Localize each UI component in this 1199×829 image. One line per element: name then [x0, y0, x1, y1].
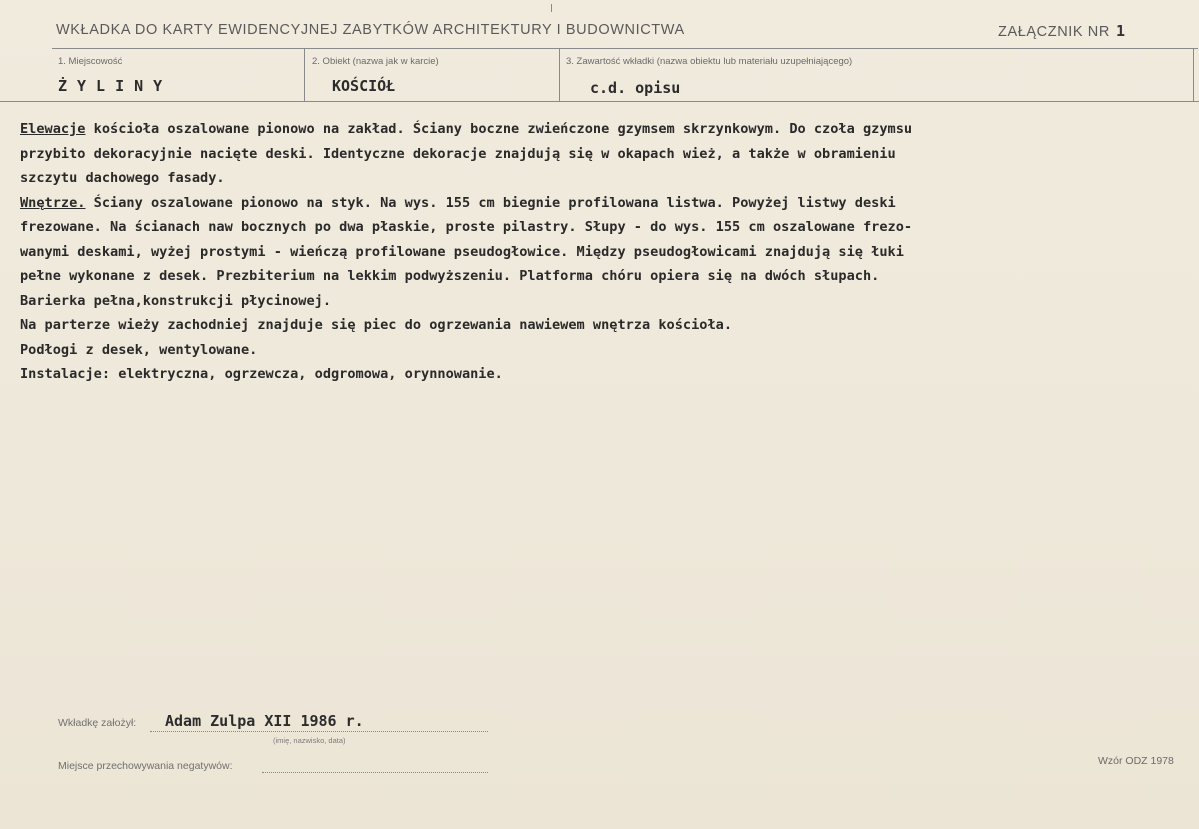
locality-value: ŻYLINY	[58, 77, 173, 95]
header-rule-top	[52, 48, 1198, 49]
punch-mark	[551, 4, 552, 12]
content-label: 3. Zawartość wkładki (nazwa obiektu lub materiału uzupełniającego)	[566, 56, 853, 67]
object-label: 2. Obiekt (nazwa jak w karcie)	[312, 56, 439, 67]
author-label: Wkładkę założył:	[58, 717, 137, 729]
negatives-dotted-line	[262, 772, 488, 773]
author-dotted-line	[150, 731, 488, 732]
object-value: KOŚCIÓŁ	[332, 77, 396, 95]
description-line: Barierka pełna,konstrukcji płycinowej.	[20, 292, 331, 309]
description-line: przybito dekoracyjnie nacięte deski. Identyczne dekoracje znajdują się w okapach wież, a także w obramieniu	[20, 145, 896, 162]
description-line: Podłogi z desek, wentylowane.	[20, 341, 258, 358]
attachment-number	[998, 22, 1126, 40]
section-heading-elevations: Elewacje	[20, 121, 86, 137]
description-line: Instalacje: elektryczna, ogrzewcza, odgromowa, orynnowanie.	[20, 366, 503, 382]
description-line: wanymi deskami, wyżej prostymi - wieńczą profilowane pseudogłowice. Między pseudogłowicami znajdują się łuki	[20, 243, 904, 260]
description-line: Na parterze wieży zachodniej znajduje się piec do ogrzewania nawiewem wnętrza kościoła.	[20, 317, 733, 333]
attachment-label: ZAŁĄCZNIK NR	[998, 24, 1110, 40]
field-divider-1	[304, 48, 305, 102]
header-rule-bottom	[0, 101, 1199, 102]
field-divider-right	[1193, 48, 1194, 102]
section-heading-interior: Wnętrze.	[20, 194, 86, 211]
locality-label: 1. Miejscowość	[58, 56, 123, 67]
field-divider-2	[559, 48, 560, 102]
description-line: Elewacje kościoła oszalowane pionowo na zakład. Ściany boczne zwieńczone gzymsem skrzynkowym. Do czoła gzymsu	[20, 121, 913, 137]
author-sublabel: (imię, nazwisko, data)	[273, 736, 346, 745]
description-line: szczytu dachowego fasady.	[20, 170, 225, 186]
description-line: pełne wykonane z desek. Prezbiterium na lekkim podwyższeniu. Platforma chóru opiera się na dwóch słupach.	[20, 268, 880, 284]
negatives-label: Miejsce przechowywania negatywów:	[58, 760, 233, 772]
author-value: Adam Zulpa XII 1986 r.	[165, 712, 364, 730]
attachment-number-value: 1	[1115, 22, 1126, 40]
content-value: c.d. opisu	[590, 79, 681, 97]
description-line: frezowane. Na ścianach naw bocznych po dwa płaskie, proste pilastry. Słupy - do wys. 155 cm oszalowane frezo-	[20, 219, 913, 235]
form-code: Wzór ODZ 1978	[1098, 755, 1174, 767]
document-title: WKŁADKA DO KARTY EWIDENCYJNEJ ZABYTKÓW ARCHITEKTURY I BUDOWNICTWA	[56, 22, 685, 38]
description-text	[20, 117, 1180, 387]
description-line: Wnętrze. Ściany oszalowane pionowo na styk. Na wys. 155 cm biegnie profilowana listwa. Powyżej listwy deski	[20, 194, 896, 211]
